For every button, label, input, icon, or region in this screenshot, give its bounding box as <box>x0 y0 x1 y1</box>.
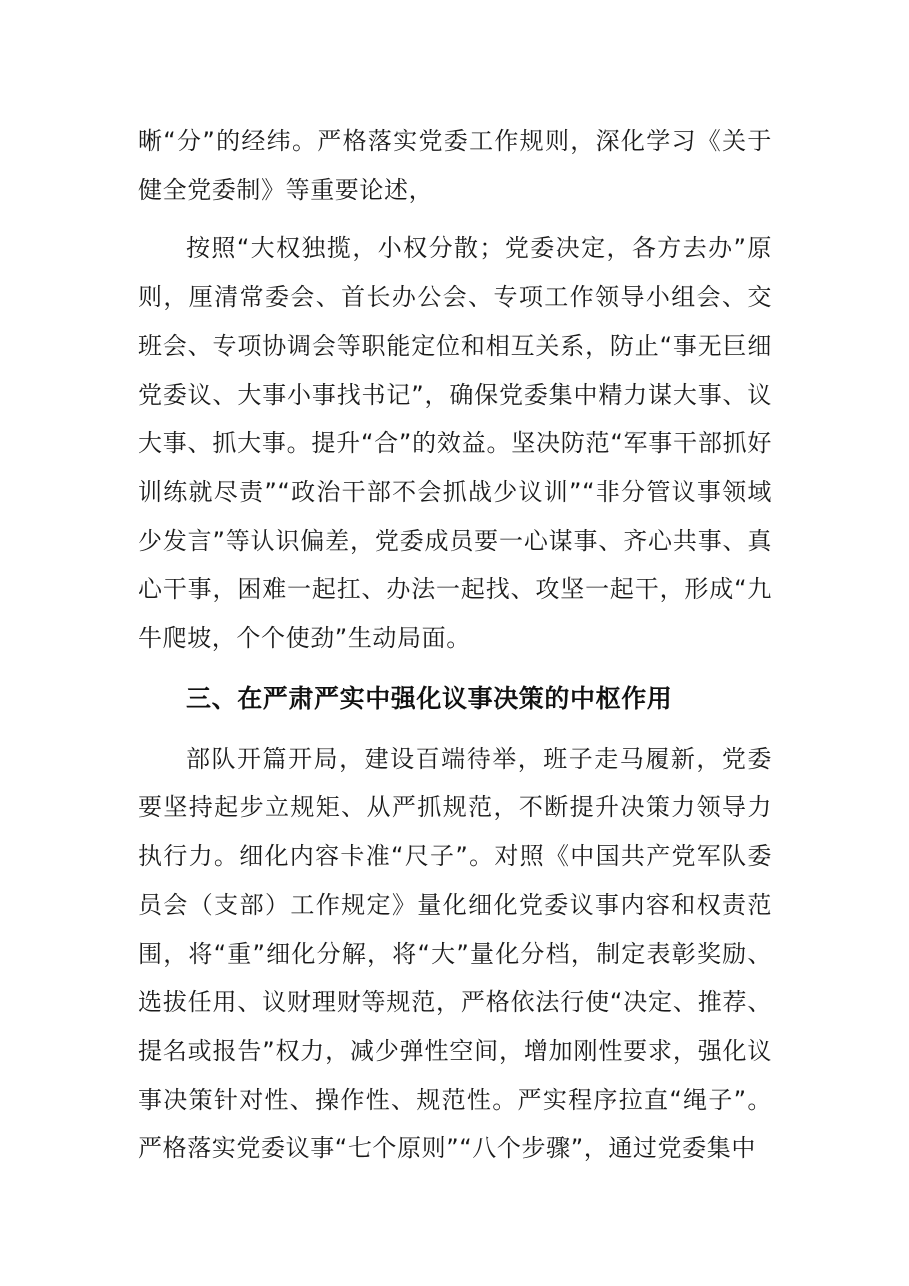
paragraph-gap <box>138 725 772 735</box>
paragraph-section-three: 部队开篇开局，建设百端待举，班子走马履新，党委要坚持起步立规矩、从严抓规范，不断提升决策力领导力执行力。细化内容卡准“尺子”。对照《中国共产党军队委员会（支部）工作规定》量化细化党委议事内容和权责范围，将“重”细化分解，将“大”量化分档，制定表彰奖励、选拔任用、议财理财等规范，严格依法行使“决定、推荐、提名或报告”权力，减少弹性空间，增加刚性要求，强化议事决策针对性、操作性、规范性。严实程序拉直“绳子”。严格落实党委议事“七个原则”“八个步骤”，通过党委集中 <box>138 744 772 1163</box>
paragraph-principles: 按照“大权独揽，小权分散；党委决定，各方去办”原则，厘清常委会、首长办公会、专项工作领导小组会、交班会、专项协调会等职能定位和相互关系，防止“事无巨细党委议、大事小事找书记”，确保党委集中精力谋大事、议大事、抓大事。提升“合”的效益。坚决防范“军事干部抓好训练就尽责”“政治干部不会抓战少议训”“非分管议事领域少发言”等认识偏差，党委成员要一心谋事、齐心共事、真心干事，困难一起扛、办法一起找、攻坚一起干，形成“九牛爬坡，个个使劲”生动局面。 <box>138 234 772 653</box>
paragraph-continued: 晰“分”的经纬。严格落实党委工作规则，深化学习《关于健全党委制》等重要论述， <box>138 127 772 204</box>
section-heading: 三、在严肃严实中强化议事决策的中枢作用 <box>186 683 673 713</box>
paragraph-gap <box>138 663 772 673</box>
paragraph-gap <box>138 214 772 224</box>
document-body <box>138 117 772 1173</box>
